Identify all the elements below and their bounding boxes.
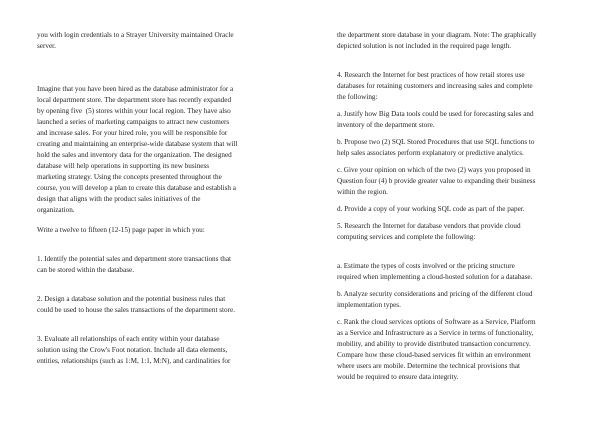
list-item-4c: c. Give your opinion on which of the two (2) ways you proposed in Question four (4) b provide greater value to expanding their business within the region. [337, 166, 536, 196]
continuation-paragraph: the department store database in your diagram. Note: The graphically depicted solution is not included in the required page length. [337, 31, 537, 50]
list-item-5: 5. Research the Internet for database vendors that provide cloud computing services and complete the following: [337, 222, 521, 241]
instruction-paragraph: Write a twelve to fifteen (12-15) page paper in which you: [37, 226, 205, 234]
list-item-5a: a. Estimate the types of costs involved or the pricing structure required when implementing a cloud-hosted solution for a database. [337, 262, 533, 281]
intro-paragraph: you with login credentials to a Strayer University maintained Oracle server. [37, 31, 234, 50]
list-item-5b: b. Analyze security considerations and pricing of the different cloud implementation types. [337, 290, 533, 309]
list-item-2: 2. Design a database solution and the potential business rules that could be used to house the sales transactions of the department store. [37, 295, 236, 314]
left-column [37, 30, 275, 367]
right-column [337, 30, 565, 383]
list-item-4b: b. Propose two (2) SQL Stored Procedures that use SQL functions to help sales associates perform explanatory or predictive analytics. [337, 138, 535, 157]
list-item-4a: a. Justify how Big Data tools could be used for forecasting sales and inventory of the department store. [337, 110, 534, 129]
list-item-4d: d. Provide a copy of your working SQL code as part of the paper. [337, 205, 525, 213]
list-item-1: 1. Identify the potential sales and department store transactions that can be stored within the database. [37, 255, 232, 274]
scenario-paragraph: Imagine that you have been hired as the database administrator for a local department store. The department store has recently expanded by opening five (5) stores within your local region. They have also launched a series of marketing campaigns to attract new customers and increase sales. For your hired role, you will be responsible for creating and maintaining an enterprise-wide database system that will hold the sales and inventory data for the organization. The designed database will help operations in supporting its new business marketing strategy. Using the concepts presented throughout the course, you will develop a plan to create this database and establish a design that aligns with the product sales initiatives of the organization. [37, 85, 238, 214]
list-item-5c: c. Rank the cloud services options of Software as a Service, Platform as a Service and Infrastructure as a Service in terms of functionality, mobility, and ability to provide distributed transaction concurrency. Compare how these cloud-based services fit within an environment where users are mobile. Determine the technical provisions that would be required to ensure data integrity. [337, 318, 536, 381]
list-item-4: 4. Research the Internet for best practices of how retail stores use databases for retaining customers and increasing sales and complete the following: [337, 71, 533, 101]
list-item-3: 3. Evaluate all relationships of each entity within your database solution using the Crow's Foot notation. Include all data elements, entities, relationships (such as 1:M, 1:1, M:N), and cardinalities for [37, 335, 231, 365]
